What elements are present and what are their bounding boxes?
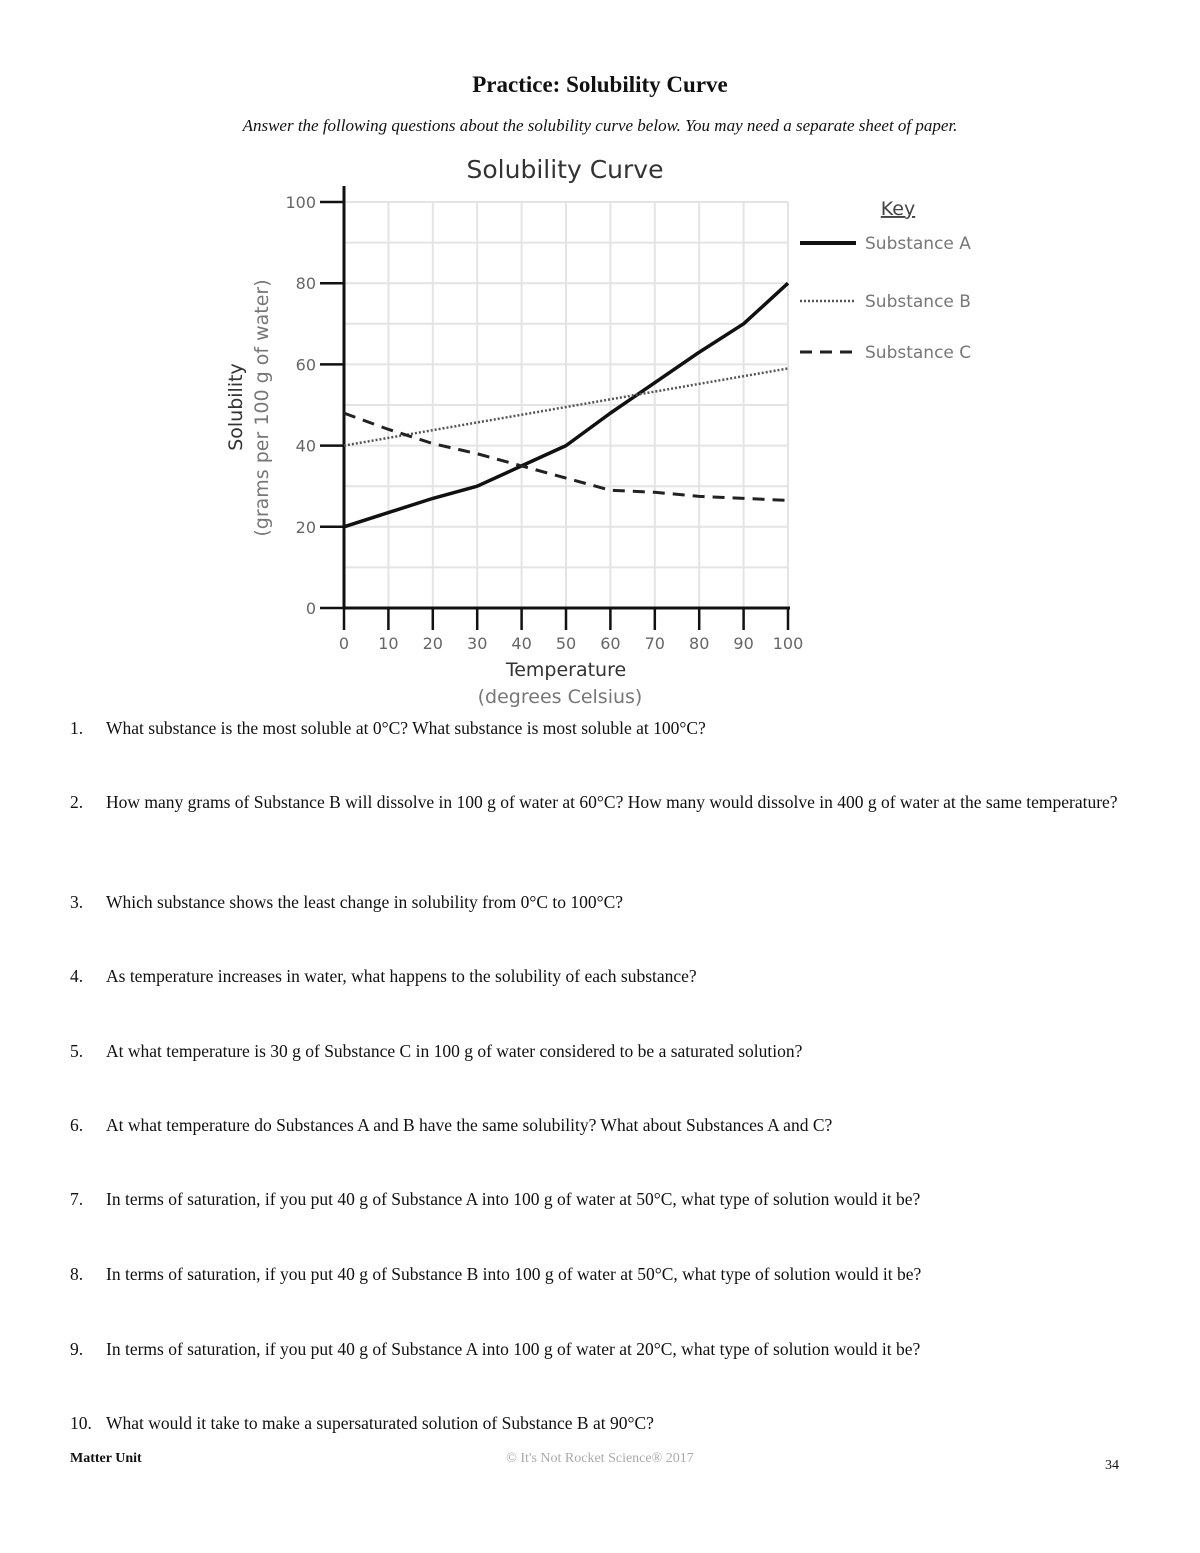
chart-legend [800, 198, 971, 363]
question-text: At what temperature is 30 g of Substance C in 100 g of water considered to be a saturated solution? [106, 1041, 803, 1061]
x-tick-label: 10 [378, 634, 399, 653]
question-number: 5. [70, 1041, 84, 1061]
x-axis-sublabel: (degrees Celsius) [477, 686, 643, 708]
question-text: At what temperature do Substances A and B have the same solubility? What about Substances A and C? [106, 1115, 833, 1135]
legend-label: Substance A [865, 234, 971, 254]
y-axis-label: Solubility [225, 363, 247, 451]
question-number: 8. [70, 1264, 84, 1284]
question-item [70, 1112, 1130, 1138]
y-tick-label: 0 [305, 599, 316, 618]
question-number: 10. [70, 1413, 92, 1433]
question-text: What substance is the most soluble at 0°C? What substance is most soluble at 100°C? [106, 718, 706, 738]
y-tick-label: 80 [295, 274, 316, 294]
question-text: In terms of saturation, if you put 40 g of Substance A into 100 g of water at 20°C, what type of solution would it be? [106, 1339, 921, 1359]
chart-title: Solubility Curve [466, 155, 664, 184]
x-tick-label: 40 [511, 634, 532, 653]
question-number: 3. [70, 892, 84, 912]
question-text: In terms of saturation, if you put 40 g of Substance A into 100 g of water at 50°C, what type of solution would it be? [106, 1189, 921, 1209]
question-number: 9. [70, 1339, 84, 1359]
x-tick-label: 60 [600, 634, 621, 653]
chart-axes [320, 186, 790, 630]
question-item [70, 1336, 1130, 1362]
footer-unit: Matter Unit [70, 1451, 142, 1466]
x-tick-label: 90 [733, 634, 754, 653]
question-text: How many grams of Substance B will dissolve in 100 g of water at 60°C? How many would dissolve in 400 g of water at the same temperature? [106, 792, 1118, 812]
legend-title: Key [880, 198, 916, 220]
page-title: Practice: Solubility Curve [472, 72, 728, 97]
question-item [70, 1038, 1130, 1064]
question-number: 4. [70, 966, 84, 986]
question-text: In terms of saturation, if you put 40 g of Substance B into 100 g of water at 50°C, what type of solution would it be? [106, 1264, 922, 1284]
y-tick-label: 100 [285, 193, 316, 212]
question-item [70, 963, 1130, 989]
question-item [70, 789, 1130, 815]
x-tick-labels [339, 634, 803, 653]
question-number: 6. [70, 1115, 84, 1135]
instructions: Answer the following questions about the solubility curve below. You may need a separate sheet of paper. [242, 116, 958, 135]
question-number: 7. [70, 1189, 84, 1209]
x-axis-label: Temperature [505, 659, 627, 681]
question-text: Which substance shows the least change in solubility from 0°C to 100°C? [106, 892, 624, 912]
y-tick-label: 20 [295, 517, 316, 537]
question-item [70, 715, 1130, 741]
x-tick-label: 80 [689, 634, 710, 653]
y-axis-sublabel: (grams per 100 g of water) [251, 279, 273, 537]
question-item [70, 1261, 1130, 1287]
question-text: As temperature increases in water, what happens to the solubility of each substance? [106, 966, 697, 986]
x-tick-label: 30 [467, 634, 488, 653]
legend-label: Substance C [865, 343, 972, 363]
question-item [70, 1186, 1130, 1212]
y-tick-label: 40 [295, 436, 316, 456]
solubility-chart [210, 150, 1000, 710]
page-number: 34 [1105, 1458, 1119, 1473]
y-tick-label: 60 [295, 355, 316, 375]
question-item [70, 1410, 1130, 1436]
question-text: What would it take to make a supersaturated solution of Substance B at 90°C? [106, 1413, 654, 1433]
footer-copyright: © It's Not Rocket Science® 2017 [506, 1451, 694, 1466]
x-tick-label: 100 [772, 634, 804, 653]
question-number: 1. [70, 718, 84, 738]
x-tick-label: 20 [422, 634, 443, 653]
question-number: 2. [70, 792, 84, 812]
x-tick-label: 50 [555, 634, 577, 653]
y-tick-labels [285, 193, 316, 618]
chart-grid [344, 202, 788, 608]
question-item [70, 889, 1130, 915]
x-tick-label: 70 [644, 634, 665, 653]
legend-label: Substance B [865, 292, 971, 312]
x-tick-label: 0 [338, 634, 350, 653]
